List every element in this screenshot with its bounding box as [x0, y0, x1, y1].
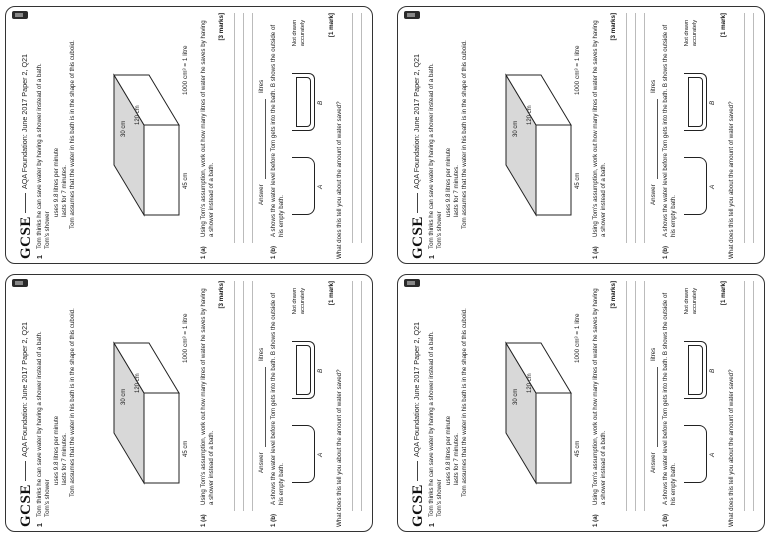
cuboid-height-label: 30 cm: [121, 388, 127, 405]
part-a: [200, 13, 216, 259]
question-number: 1: [37, 255, 44, 259]
working-line[interactable]: [636, 281, 645, 511]
part-a-label: 1 (a): [592, 514, 599, 527]
intro-line: Tom's shower: [44, 211, 52, 249]
header-divider: [417, 461, 418, 481]
cuboid-diagram: [496, 333, 586, 493]
part-b-marks: [1 mark]: [328, 13, 335, 38]
part-a-marks: [3 marks]: [610, 281, 617, 309]
card-content: [6, 7, 373, 264]
part-b: [270, 281, 286, 527]
card-header: [402, 13, 426, 259]
answer-label: Answer: [258, 452, 265, 473]
cuboid-diagram: [104, 333, 194, 493]
answer-lines: [344, 13, 362, 243]
phone-icon: [404, 11, 420, 19]
working-line[interactable]: [618, 13, 627, 243]
assumption-text: Tom assumes that the water in his bath is in the shape of this cuboid.: [461, 40, 469, 229]
working-line[interactable]: [244, 13, 253, 243]
answer-unit: litres: [650, 79, 657, 93]
answer-lines: [736, 13, 754, 243]
working-lines: [226, 13, 253, 243]
shower-usage: uses 9.8 litres per minute: [52, 147, 60, 217]
assumption-text: Tom assumes that the water in his bath is in the shape of this cuboid.: [461, 308, 469, 497]
bath-a-drawing: [292, 157, 315, 215]
bath-diagrams: [292, 55, 326, 215]
gcse-logo: GCSE: [410, 216, 426, 259]
shower-duration: lasts for 7 minutes.: [453, 433, 461, 485]
answer-label: Answer: [258, 184, 265, 205]
cuboid-height-label: 30 cm: [513, 388, 519, 405]
question-intro: [428, 13, 470, 249]
bath-b-drawing: [684, 341, 707, 399]
working-line[interactable]: [235, 281, 244, 511]
gcse-logo: GCSE: [410, 484, 426, 527]
answer-row: [650, 15, 658, 205]
part-a-text: Using Tom's assumption, work out how many litres of water he saves by having a shower instead of a bath.: [200, 20, 216, 237]
cuboid-width-label: 45 cm: [183, 440, 189, 457]
card-header: [10, 281, 34, 527]
question-card: [5, 274, 373, 532]
card-content: [6, 275, 373, 532]
answer-lines: [344, 281, 362, 511]
bath-a-label: A: [317, 184, 324, 189]
question-number: 1: [37, 523, 44, 527]
part-a-marks: [3 marks]: [610, 13, 617, 41]
part-a-label: 1 (a): [200, 246, 207, 259]
part-b: [662, 13, 678, 259]
cuboid-drawing: [496, 65, 586, 225]
phone-icon: [12, 11, 28, 19]
working-line[interactable]: [226, 13, 235, 243]
answer-row: [650, 283, 658, 473]
header-divider: [25, 193, 26, 213]
paper-title: AQA Foundation: June 2017 Paper 2, Q21: [412, 53, 421, 189]
part-b-followup: What does this tell you about the amount of water saved?: [728, 101, 735, 259]
paper-title: AQA Foundation: June 2017 Paper 2, Q21: [412, 321, 421, 457]
gcse-logo: GCSE: [18, 484, 34, 527]
intro-line: Tom's shower: [436, 211, 444, 249]
part-b-followup: What does this tell you about the amount of water saved?: [728, 369, 735, 527]
answer-line[interactable]: [745, 281, 754, 511]
card-content: [398, 7, 765, 264]
intro-line: Tom thinks he can save water by having a shower instead of a bath.: [36, 63, 43, 249]
shower-duration: lasts for 7 minutes.: [61, 433, 69, 485]
part-b-label: 1 (b): [662, 245, 669, 259]
bath-diagrams: [684, 55, 718, 215]
cuboid-diagram: [104, 65, 194, 225]
shower-usage: uses 9.8 litres per minute: [444, 147, 452, 217]
working-line[interactable]: [636, 13, 645, 243]
cuboid-drawing: [496, 333, 586, 493]
part-b-label: 1 (b): [662, 513, 669, 527]
working-line[interactable]: [235, 13, 244, 243]
answer-unit: litres: [258, 347, 265, 361]
not-drawn-note: Not drawn accurately: [684, 19, 698, 47]
part-b: [270, 13, 286, 259]
bath-b-label: B: [709, 368, 716, 373]
part-a-text: Using Tom's assumption, work out how many litres of water he saves by having a shower instead of a bath.: [200, 288, 216, 505]
question-card: [397, 274, 765, 532]
phone-icon: [12, 279, 28, 287]
answer-field[interactable]: [657, 99, 658, 179]
answer-label: Answer: [650, 184, 657, 205]
bath-b-drawing: [292, 73, 315, 131]
answer-label: Answer: [650, 452, 657, 473]
question-card: [5, 6, 373, 264]
answer-field[interactable]: [265, 99, 266, 179]
question-intro: [36, 13, 78, 249]
part-b-followup: What does this tell you about the amount of water saved?: [336, 369, 343, 527]
part-b-marks: [1 mark]: [720, 13, 727, 38]
part-a-text: Using Tom's assumption, work out how many litres of water he saves by having a shower instead of a bath.: [592, 288, 608, 505]
bath-a-label: A: [709, 452, 716, 457]
answer-field[interactable]: [265, 367, 266, 447]
part-b-marks: [1 mark]: [720, 281, 727, 306]
part-b-text: A shows the water level before Tom gets into the bath. B shows the outside of his empty bath.: [662, 292, 678, 505]
not-drawn-note: Not drawn accurately: [292, 19, 306, 47]
part-b-text: A shows the water level before Tom gets into the bath. B shows the outside of his empty bath.: [270, 24, 286, 237]
bath-b-drawing: [684, 73, 707, 131]
cuboid-drawing: [104, 333, 194, 493]
conversion-note: 1000 cm³ = 1 litre: [574, 45, 581, 95]
part-a: [200, 281, 216, 527]
part-b-label: 1 (b): [270, 513, 277, 527]
part-a-text: Using Tom's assumption, work out how many litres of water he saves by having a shower instead of a bath.: [592, 20, 608, 237]
header-divider: [417, 193, 418, 213]
working-line[interactable]: [226, 281, 235, 511]
answer-line[interactable]: [736, 281, 745, 511]
working-line[interactable]: [244, 281, 253, 511]
paper-title: AQA Foundation: June 2017 Paper 2, Q21: [20, 53, 29, 189]
answer-line[interactable]: [344, 13, 353, 243]
question-number: 1: [429, 523, 436, 527]
answer-line[interactable]: [353, 13, 362, 243]
cuboid-drawing: [104, 65, 194, 225]
part-b-label: 1 (b): [270, 245, 277, 259]
working-line[interactable]: [627, 13, 636, 243]
answer-row: [258, 15, 266, 205]
answer-field[interactable]: [657, 367, 658, 447]
cuboid-depth-label: 120 cm: [135, 105, 141, 125]
answer-line[interactable]: [353, 281, 362, 511]
bath-b-label: B: [317, 368, 324, 373]
working-line[interactable]: [618, 281, 627, 511]
shower-duration: lasts for 7 minutes.: [61, 165, 69, 217]
part-a-marks: [3 marks]: [218, 13, 225, 41]
answer-lines: [736, 281, 754, 511]
working-lines: [618, 13, 645, 243]
cuboid-height-label: 30 cm: [121, 120, 127, 137]
shower-usage: uses 9.8 litres per minute: [444, 415, 452, 485]
bath-a-label: A: [709, 184, 716, 189]
conversion-note: 1000 cm³ = 1 litre: [574, 313, 581, 363]
question-intro: [428, 281, 470, 517]
cuboid-depth-label: 120 cm: [135, 373, 141, 393]
part-a-label: 1 (a): [592, 246, 599, 259]
cuboid-width-label: 45 cm: [183, 172, 189, 189]
working-lines: [618, 281, 645, 511]
answer-line[interactable]: [736, 13, 745, 243]
assumption-text: Tom assumes that the water in his bath is in the shape of this cuboid.: [69, 308, 77, 497]
card-header: [10, 13, 34, 259]
card-header: [402, 281, 426, 527]
answer-unit: litres: [258, 79, 265, 93]
cuboid-height-label: 30 cm: [513, 120, 519, 137]
part-b-followup: What does this tell you about the amount of water saved?: [336, 101, 343, 259]
part-b-marks: [1 mark]: [328, 281, 335, 306]
card-content: [398, 275, 765, 532]
assumption-text: Tom assumes that the water in his bath is in the shape of this cuboid.: [69, 40, 77, 229]
part-a-marks: [3 marks]: [218, 281, 225, 309]
bath-a-drawing: [684, 157, 707, 215]
not-drawn-note: Not drawn accurately: [292, 287, 306, 315]
question-intro: [36, 281, 78, 517]
answer-line[interactable]: [344, 281, 353, 511]
gcse-logo: GCSE: [18, 216, 34, 259]
answer-row: [258, 283, 266, 473]
bath-b-label: B: [317, 100, 324, 105]
paper-title: AQA Foundation: June 2017 Paper 2, Q21: [20, 321, 29, 457]
not-drawn-note: Not drawn accurately: [684, 287, 698, 315]
answer-unit: litres: [650, 347, 657, 361]
header-divider: [25, 461, 26, 481]
conversion-note: 1000 cm³ = 1 litre: [182, 313, 189, 363]
working-lines: [226, 281, 253, 511]
shower-duration: lasts for 7 minutes.: [453, 165, 461, 217]
part-a-label: 1 (a): [200, 514, 207, 527]
part-a: [592, 13, 608, 259]
conversion-note: 1000 cm³ = 1 litre: [182, 45, 189, 95]
shower-usage: uses 9.8 litres per minute: [52, 415, 60, 485]
part-a: [592, 281, 608, 527]
bath-a-label: A: [317, 452, 324, 457]
working-line[interactable]: [627, 281, 636, 511]
cuboid-depth-label: 120 cm: [527, 373, 533, 393]
bath-b-drawing: [292, 341, 315, 399]
bath-b-label: B: [709, 100, 716, 105]
bath-a-drawing: [684, 425, 707, 483]
intro-line: Tom thinks he can save water by having a shower instead of a bath.: [428, 63, 435, 249]
part-b-text: A shows the water level before Tom gets into the bath. B shows the outside of his empty bath.: [662, 24, 678, 237]
cuboid-depth-label: 120 cm: [527, 105, 533, 125]
intro-line: Tom thinks he can save water by having a shower instead of a bath.: [36, 331, 43, 517]
intro-line: Tom thinks he can save water by having a shower instead of a bath.: [428, 331, 435, 517]
phone-icon: [404, 279, 420, 287]
bath-diagrams: [292, 323, 326, 483]
answer-line[interactable]: [745, 13, 754, 243]
cuboid-width-label: 45 cm: [575, 172, 581, 189]
question-card: [397, 6, 765, 264]
cuboid-width-label: 45 cm: [575, 440, 581, 457]
intro-line: Tom's shower: [436, 479, 444, 517]
bath-diagrams: [684, 323, 718, 483]
part-b-text: A shows the water level before Tom gets into the bath. B shows the outside of his empty bath.: [270, 292, 286, 505]
intro-line: Tom's shower: [44, 479, 52, 517]
bath-a-drawing: [292, 425, 315, 483]
cuboid-diagram: [496, 65, 586, 225]
question-number: 1: [429, 255, 436, 259]
part-b: [662, 281, 678, 527]
